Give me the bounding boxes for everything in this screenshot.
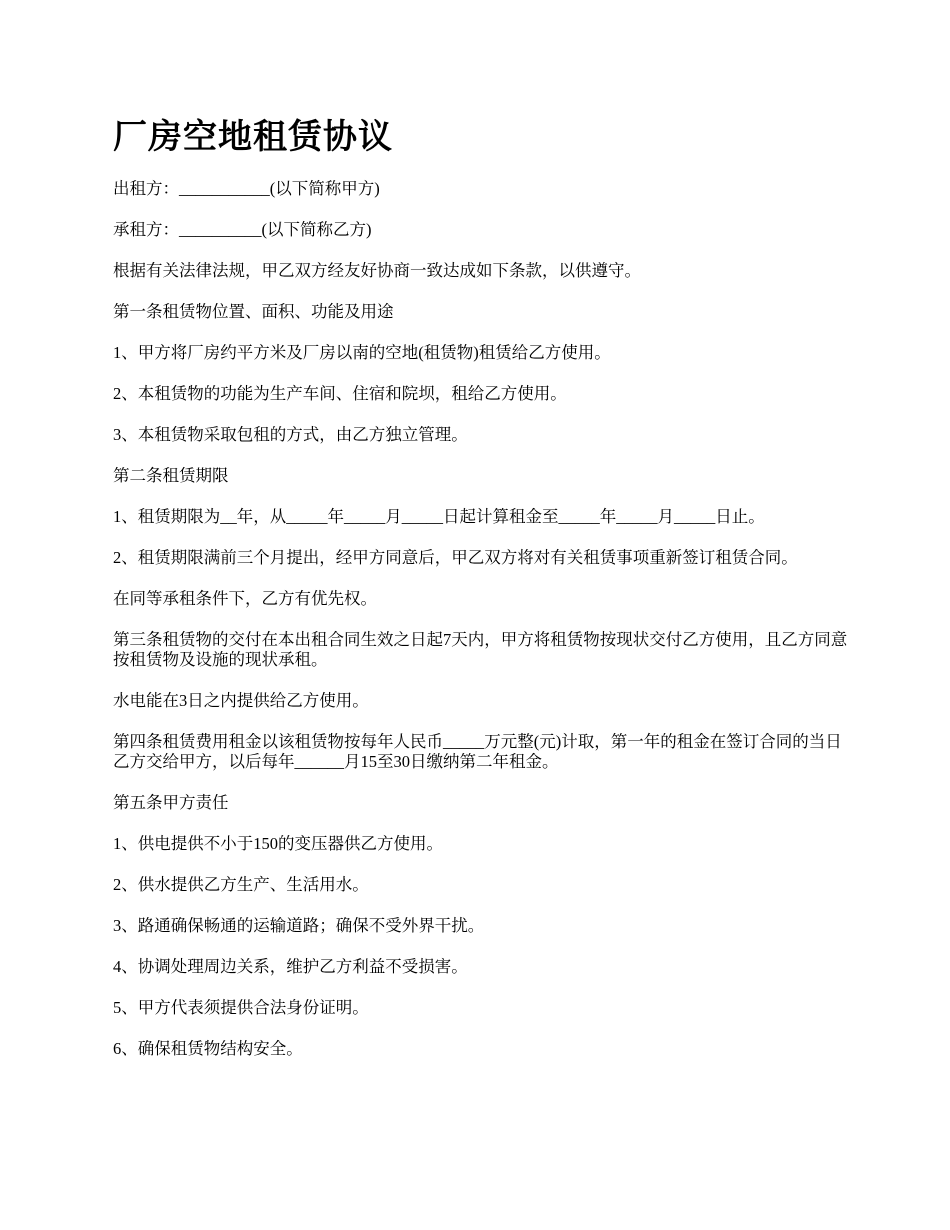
article-5-item-5: 5、甲方代表须提供合法身份证明。 <box>113 998 369 1017</box>
paragraph-lessor: 出租方：___________(以下简称甲方) <box>113 179 380 198</box>
article-1-item-2: 2、本租赁物的功能为生产车间、住宿和院坝，租给乙方使用。 <box>113 384 567 403</box>
article-4-text: 第四条租赁费用租金以该租赁物按每年人民币_____万元整(元)计取，第一年的租金在签订合同的当日乙方交给甲方，以后每年______月15至30日缴纳第二年租金。 <box>113 732 842 771</box>
article-3-text: 第三条租赁物的交付在本出租合同生效之日起7天内，甲方将租赁物按现状交付乙方使用，且乙方同意按租赁物及设施的现状承租。 <box>113 630 848 669</box>
article-2-note: 在同等承租条件下，乙方有优先权。 <box>113 589 377 608</box>
article-5-item-2: 2、供水提供乙方生产、生活用水。 <box>113 875 369 894</box>
article-5-item-4: 4、协调处理周边关系，维护乙方利益不受损害。 <box>113 957 468 976</box>
paragraph-lessee: 承租方：__________(以下简称乙方) <box>113 220 372 239</box>
article-1-item-1: 1、甲方将厂房约平方米及厂房以南的空地(租赁物)租赁给乙方使用。 <box>113 343 611 362</box>
article-5-heading: 第五条甲方责任 <box>113 793 229 812</box>
article-5-item-3: 3、路通确保畅通的运输道路；确保不受外界干扰。 <box>113 916 485 935</box>
article-5-item-6: 6、确保租赁物结构安全。 <box>113 1039 303 1058</box>
article-2-item-1: 1、租赁期限为__年，从_____年_____月_____日起计算租金至_____年_____月_____日止。 <box>113 507 765 526</box>
article-2-item-2: 2、租赁期限满前三个月提出，经甲方同意后，甲乙双方将对有关租赁事项重新签订租赁合同。 <box>113 548 798 567</box>
document-page <box>113 112 853 1080</box>
article-5-item-1: 1、供电提供不小于150的变压器供乙方使用。 <box>113 834 443 853</box>
article-2-heading: 第二条租赁期限 <box>113 466 229 485</box>
paragraph-preamble: 根据有关法律法规，甲乙双方经友好协商一致达成如下条款，以供遵守。 <box>113 261 641 280</box>
document-title: 厂房空地租赁协议 <box>113 117 393 157</box>
article-3-note: 水电能在3日之内提供给乙方使用。 <box>113 691 369 710</box>
article-1-item-3: 3、本租赁物采取包租的方式，由乙方独立管理。 <box>113 425 468 444</box>
article-1-heading: 第一条租赁物位置、面积、功能及用途 <box>113 302 394 321</box>
